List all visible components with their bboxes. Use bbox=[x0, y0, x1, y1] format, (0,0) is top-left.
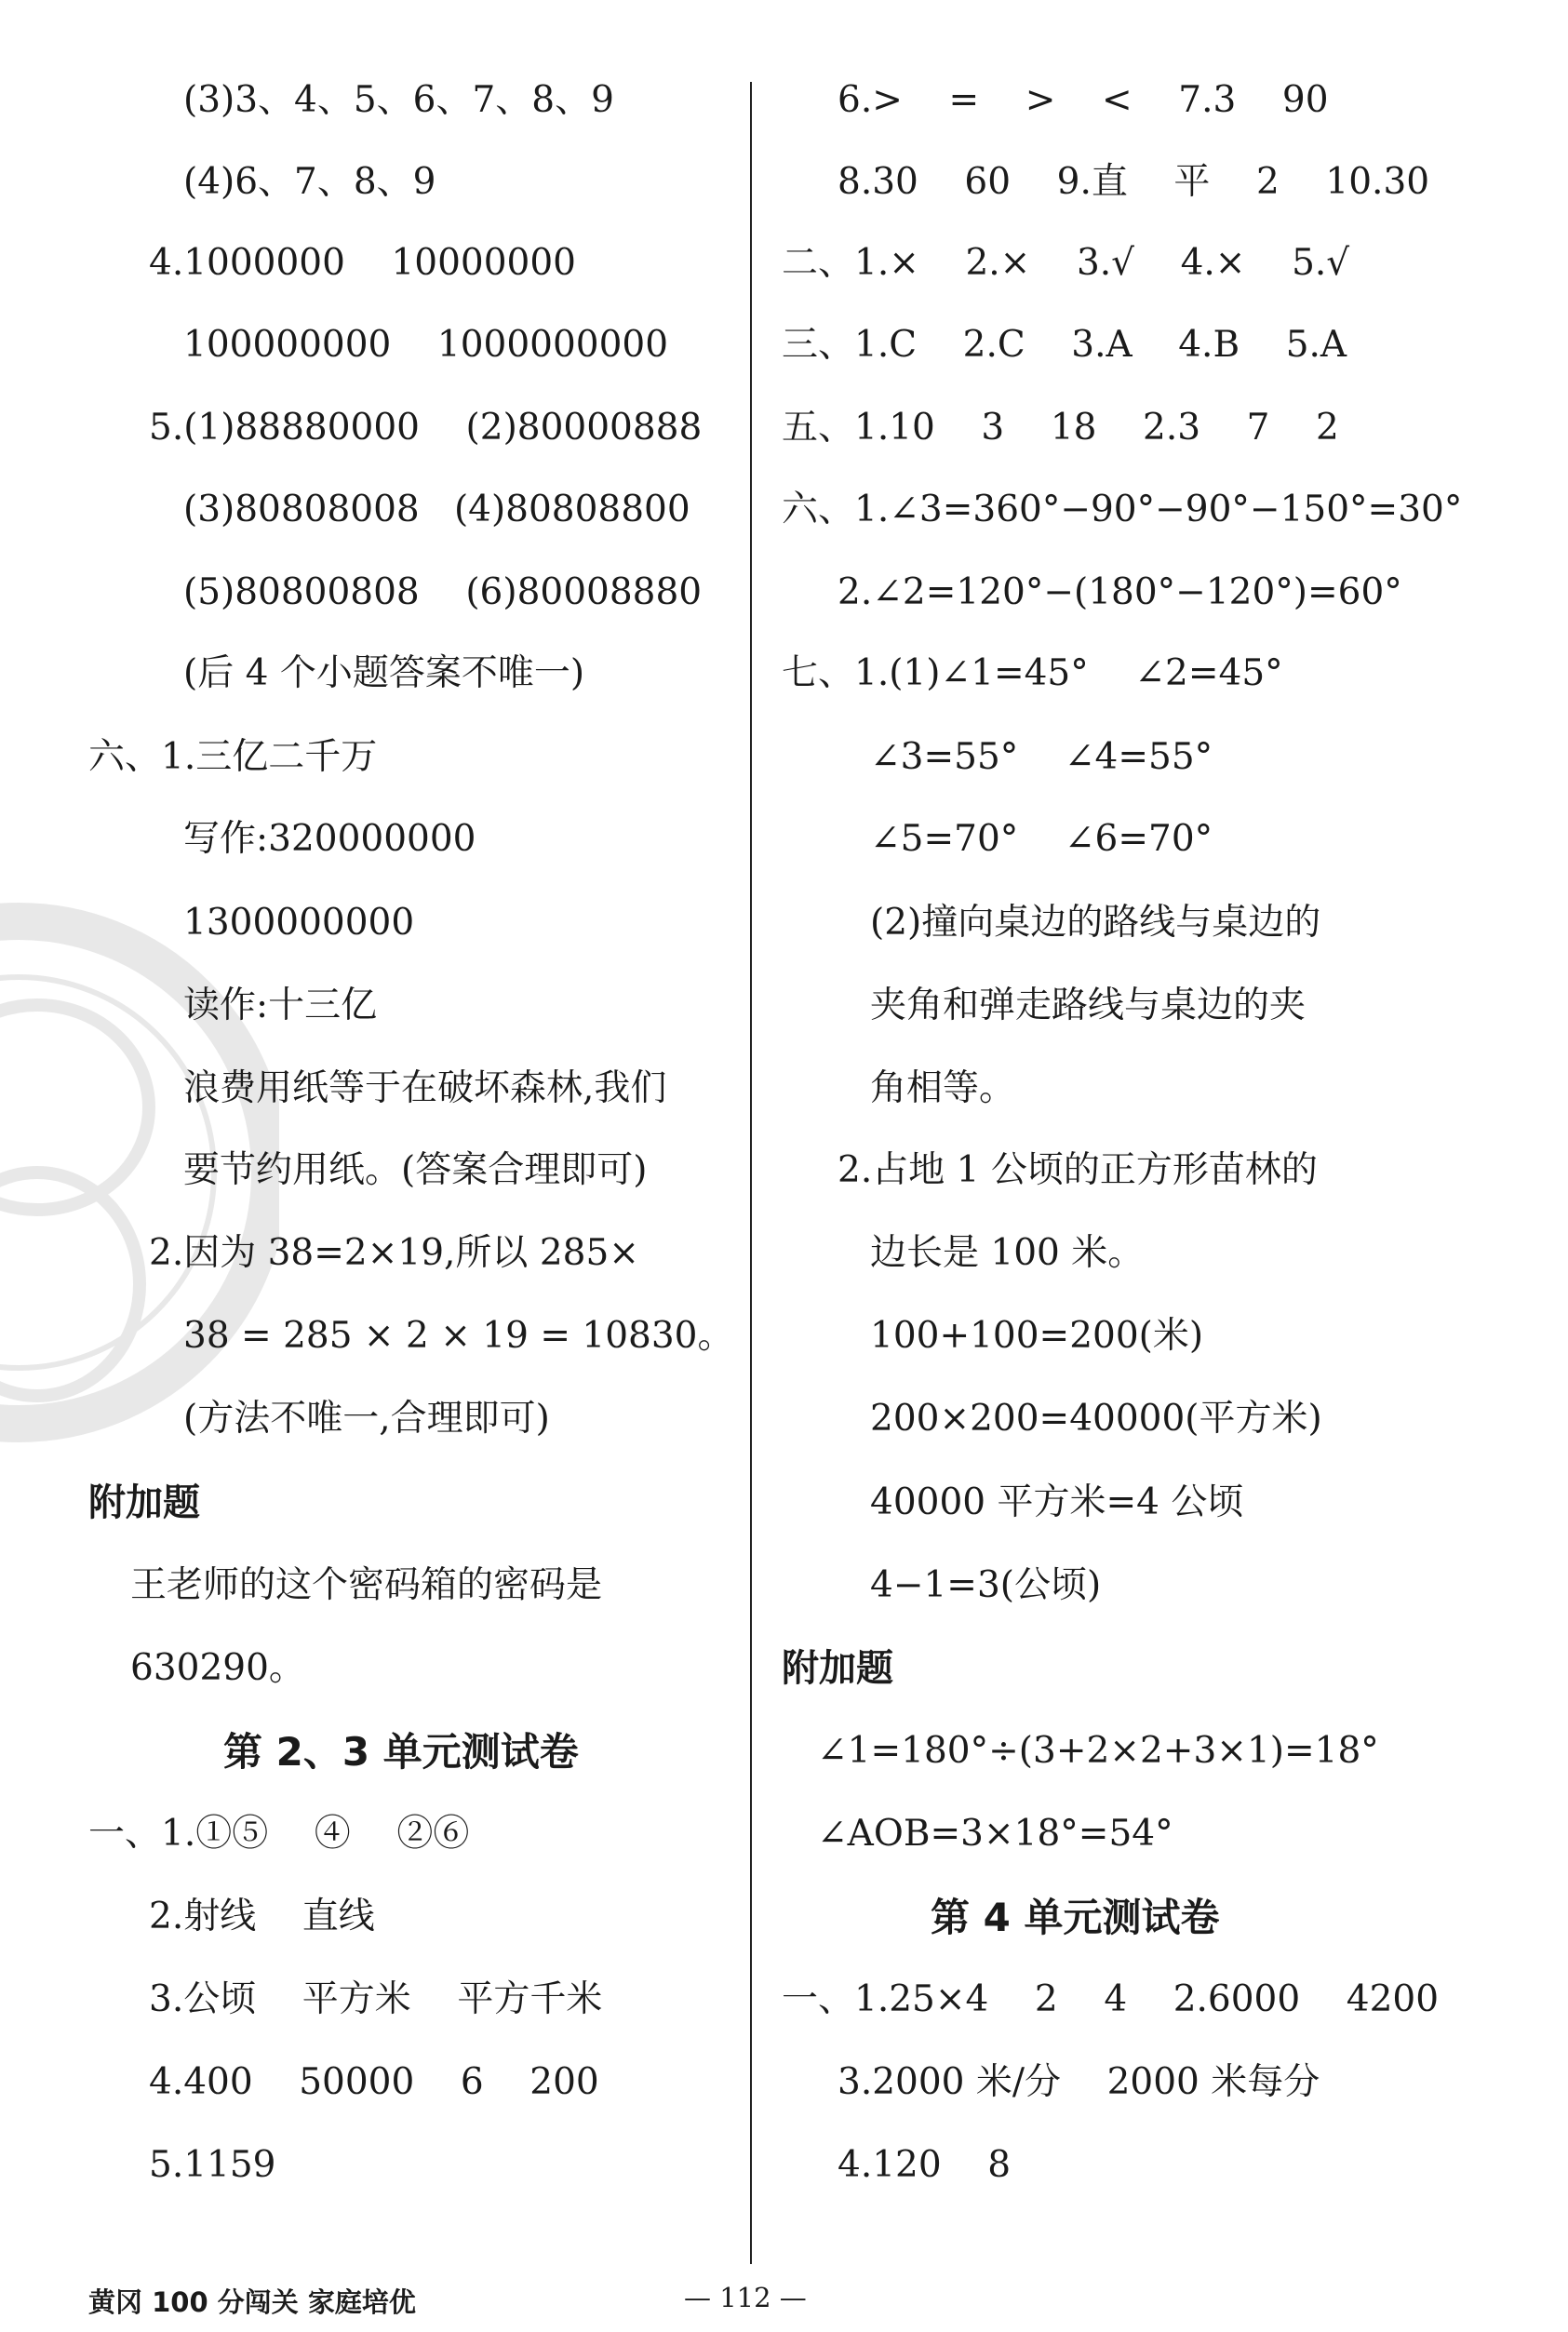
text-line: 夹角和弹走路线与桌边的夹 bbox=[870, 985, 1307, 1026]
text-line: 写作:320000000 bbox=[183, 818, 476, 860]
text-line: 浪费用纸等于在破坏森林,我们 bbox=[183, 1067, 667, 1109]
text-line: 2.射线 直线 bbox=[149, 1896, 375, 1937]
text-line: 6.> = > < 7.3 90 bbox=[838, 79, 1329, 121]
text-line: 七、1.(1)∠1=45° ∠2=45° bbox=[782, 652, 1283, 694]
text-line: 二、1.× 2.× 3.√ 4.× 5.√ bbox=[782, 242, 1350, 284]
text-line: 五、1.10 3 18 2.3 7 2 bbox=[782, 407, 1339, 449]
text-line: 角相等。 bbox=[870, 1067, 1016, 1109]
text-line: 100+100=200(米) bbox=[870, 1315, 1204, 1357]
text-line: 六、1.∠3=360°−90°−90°−150°=30° bbox=[782, 489, 1463, 530]
text-line: 一、1.25×4 2 4 2.6000 4200 bbox=[782, 1978, 1440, 2020]
page-number: — 112 — bbox=[684, 2282, 807, 2313]
text-line: ∠5=70° ∠6=70° bbox=[870, 818, 1213, 860]
text-line: 4−1=3(公顷) bbox=[870, 1564, 1102, 1606]
text-line: 边长是 100 米。 bbox=[870, 1232, 1145, 1274]
text-line: 5.(1)88880000 (2)80000888 bbox=[149, 407, 703, 449]
text-line: ∠1=180°÷(3+2×2+3×1)=18° bbox=[817, 1730, 1379, 1772]
text-line: 40000 平方米=4 公顷 bbox=[870, 1481, 1244, 1523]
text-line: (3)3、4、5、6、7、8、9 bbox=[183, 79, 614, 121]
text-line: 六、1.三亿二千万 bbox=[88, 736, 378, 778]
text-line: 读作:十三亿 bbox=[183, 985, 378, 1026]
text-line: ∠3=55° ∠4=55° bbox=[870, 736, 1213, 778]
text-line: (5)80800808 (6)80008880 bbox=[183, 571, 703, 613]
text-line: (方法不唯一,合理即可) bbox=[183, 1398, 550, 1440]
text-line: (后 4 个小题答案不唯一) bbox=[183, 652, 585, 694]
text-line: 4.120 8 bbox=[838, 2144, 1012, 2186]
text-line: 2.∠2=120°−(180°−120°)=60° bbox=[838, 571, 1402, 613]
text-line: ∠AOB=3×18°=54° bbox=[817, 1813, 1173, 1855]
section-title: 第 4 单元测试卷 bbox=[931, 1895, 1220, 1940]
text-line: 一、1.①⑤ ④ ②⑥ bbox=[88, 1813, 470, 1855]
text-line: (4)6、7、8、9 bbox=[183, 161, 436, 203]
footer-brand: 黄冈 100 分闯关 家庭培优 bbox=[88, 2286, 416, 2318]
text-line: 王老师的这个密码箱的密码是 bbox=[130, 1564, 603, 1606]
text-line: (3)80808008 (4)80808800 bbox=[183, 489, 690, 530]
text-line: 1300000000 bbox=[183, 902, 415, 944]
text-line: 4.400 50000 6 200 bbox=[149, 2061, 599, 2103]
column-divider bbox=[750, 82, 752, 2264]
text-line: (2)撞向桌边的路线与桌边的 bbox=[870, 902, 1321, 944]
text-line: 4.1000000 10000000 bbox=[149, 242, 576, 284]
section-heading: 附加题 bbox=[782, 1647, 893, 1690]
text-line: 100000000 1000000000 bbox=[183, 324, 669, 366]
text-line: 8.30 60 9.直 平 2 10.30 bbox=[838, 161, 1430, 203]
text-line: 3.公顷 平方米 平方千米 bbox=[149, 1978, 603, 2020]
text-line: 三、1.C 2.C 3.A 4.B 5.A bbox=[782, 324, 1347, 366]
text-line: 5.1159 bbox=[149, 2144, 276, 2186]
section-heading: 附加题 bbox=[88, 1481, 200, 1524]
text-line: 2.占地 1 公顷的正方形苗林的 bbox=[838, 1149, 1318, 1191]
text-line: 2.因为 38=2×19,所以 285× bbox=[149, 1232, 639, 1274]
text-line: 200×200=40000(平方米) bbox=[870, 1398, 1322, 1440]
text-line: 要节约用纸。(答案合理即可) bbox=[183, 1149, 648, 1191]
text-line: 38 = 285 × 2 × 19 = 10830。 bbox=[183, 1315, 734, 1357]
section-title: 第 2、3 单元测试卷 bbox=[223, 1729, 579, 1775]
text-line: 3.2000 米/分 2000 米每分 bbox=[838, 2061, 1320, 2103]
text-line: 630290。 bbox=[130, 1647, 305, 1689]
